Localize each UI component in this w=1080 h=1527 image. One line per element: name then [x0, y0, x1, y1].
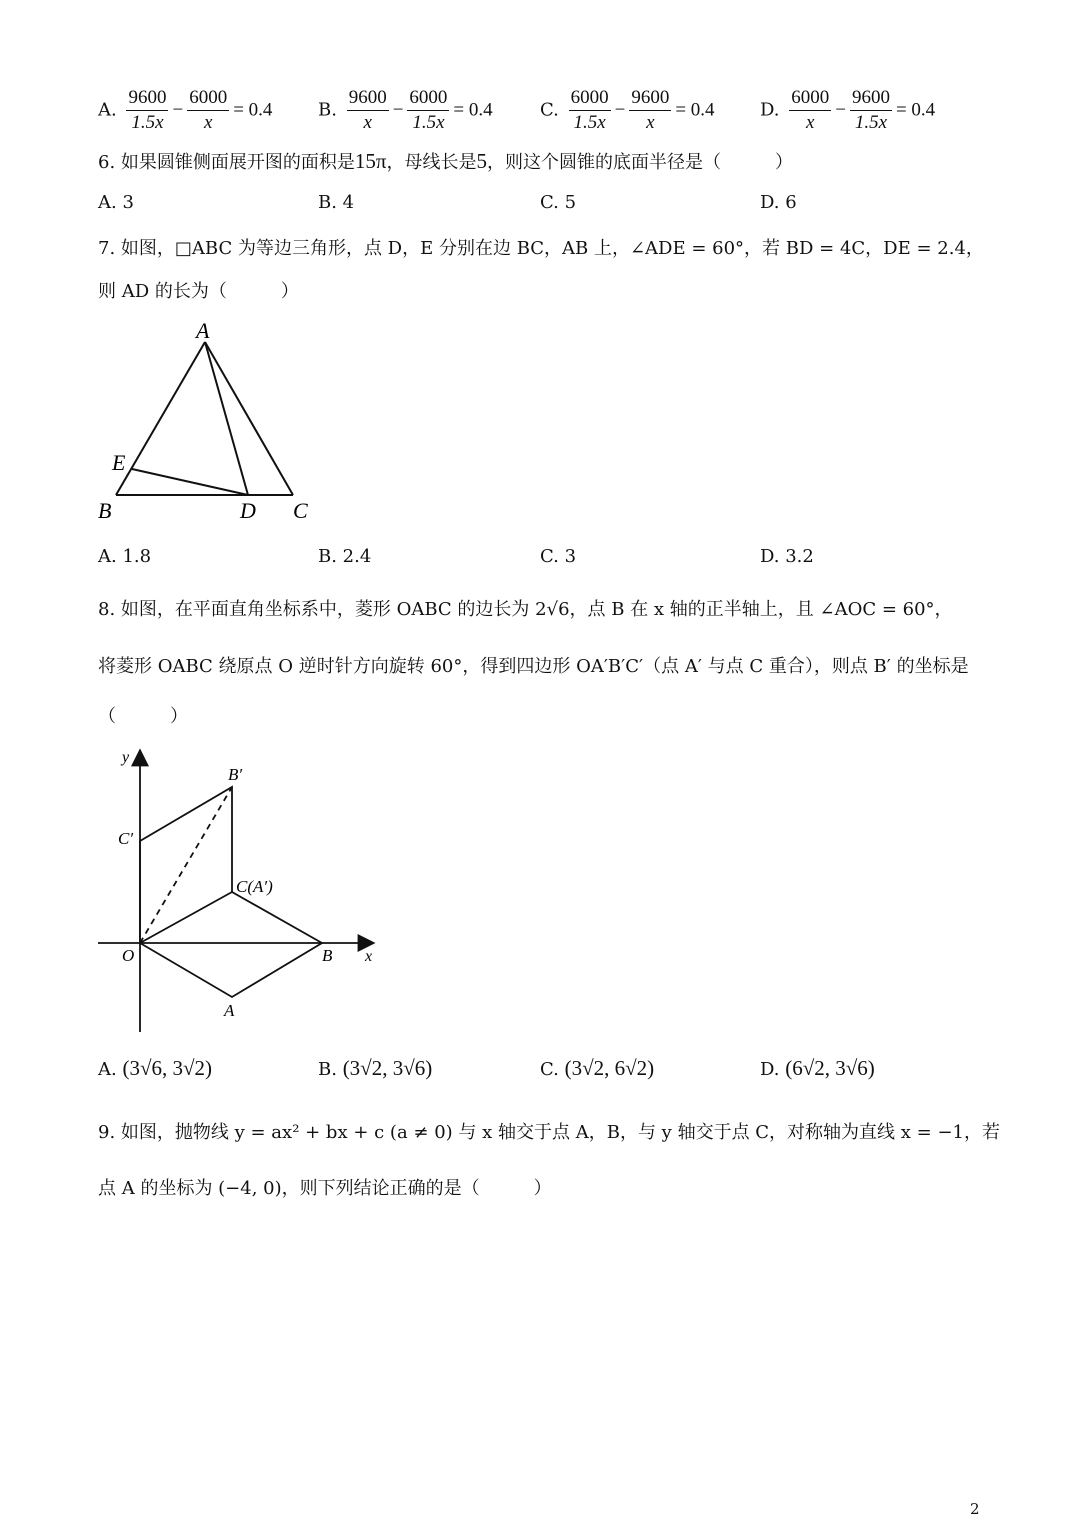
q9-stem-line2: 点 A 的坐标为 (−4, 0)，则下列结论正确的是（ ）	[98, 1178, 552, 1199]
page-number: 2	[970, 1500, 980, 1518]
edge-ab	[116, 342, 205, 495]
q8-option-a: A. (3√6, 3√2)	[98, 1056, 213, 1080]
q5-option-a: A. $\frac{9600}{1.5x}$ − $\frac{6000}{x}$ = 0.4	[98, 87, 273, 133]
fraction: $\frac{6000}{1.5x}$	[409, 87, 448, 133]
fraction: $\frac{9600}{1.5x}$	[128, 87, 167, 133]
rhombus-oabc	[140, 892, 322, 997]
q8-stem-line3: （ ）	[98, 706, 188, 727]
segment-de	[132, 469, 248, 495]
label-b: B	[322, 946, 333, 965]
q7-stem-line2: 则 AD 的长为（ ）	[98, 281, 299, 302]
edge-ac	[205, 342, 293, 495]
label-y: y	[122, 749, 130, 766]
q5-option-c: C. $\frac{6000}{1.5x}$ − $\frac{9600}{x}$ = 0.4	[540, 87, 715, 133]
label-c: C	[293, 498, 308, 523]
q6-option-d: D. 6	[760, 192, 797, 213]
option-label: D.	[760, 99, 780, 121]
label-b-prime: B′	[228, 765, 243, 784]
q5-option-b: B. $\frac{9600}{x}$ − $\frac{6000}{1.5x}$ = 0.4	[318, 87, 493, 133]
fraction: $\frac{9600}{x}$	[631, 87, 670, 133]
fraction: $\frac{6000}{x}$	[791, 87, 830, 133]
q6-stem: 6. 如果圆锥侧面展开图的面积是15π，母线长是5，则这个圆锥的底面半径是（ ）	[98, 149, 794, 173]
q6-option-c: C. 5	[540, 192, 577, 213]
option-label: C.	[540, 99, 559, 121]
label-e: E	[112, 450, 126, 475]
q7-triangle-figure	[90, 312, 330, 527]
q6-option-a: A. 3	[98, 192, 134, 213]
q6-option-b: B. 4	[318, 192, 355, 213]
option-label: A.	[98, 99, 117, 121]
q8-stem-line2: 将菱形 OABC 绕原点 O 逆时针方向旋转 60°，得到四边形 OA′B′C′（点 A′ 与点 C 重合），则点 B′ 的坐标是	[98, 656, 969, 677]
q8-option-d: D. (6√2, 3√6)	[760, 1056, 875, 1080]
option-label: B.	[318, 99, 337, 121]
q9-stem-line1: 9. 如图，抛物线 y = ax² + bx + c (a ≠ 0) 与 x 轴交于点 A，B，与 y 轴交于点 C，对称轴为直线 x = −1，若	[98, 1122, 1000, 1143]
label-o: O	[122, 946, 135, 965]
q7-stem-line1: 7. 如图，□ABC 为等边三角形，点 D，E 分别在边 BC，AB 上，∠ADE = 60°，若 BD = 4C，DE = 2.4，	[98, 238, 984, 259]
q5-option-d: D. $\frac{6000}{x}$ − $\frac{9600}{1.5x}$ = 0.4	[760, 87, 936, 133]
fraction: $\frac{9600}{x}$	[348, 87, 387, 133]
fraction: $\frac{9600}{1.5x}$	[851, 87, 890, 133]
label-c-prime: C′	[118, 829, 134, 848]
q8-option-b: B. (3√2, 3√6)	[318, 1056, 433, 1080]
q7-option-d: D. 3.2	[760, 546, 814, 567]
label-a: A	[196, 318, 210, 343]
label-c-a-prime: C(A′)	[236, 877, 273, 896]
label-d: D	[240, 498, 256, 523]
q7-option-b: B. 2.4	[318, 546, 372, 567]
label-b: B	[98, 498, 112, 523]
q7-option-c: C. 3	[540, 546, 577, 567]
label-a: A	[224, 1001, 235, 1020]
q8-stem-line1: 8. 如图，在平面直角坐标系中，菱形 OABC 的边长为 2√6，点 B 在 x 轴的正半轴上，且 ∠AOC = 60°，	[98, 599, 953, 620]
q8-rhombus-figure	[90, 740, 390, 1040]
q8-option-c: C. (3√2, 6√2)	[540, 1056, 655, 1080]
q7-option-a: A. 1.8	[98, 546, 152, 567]
label-x: x	[365, 948, 373, 965]
fraction: $\frac{6000}{x}$	[189, 87, 228, 133]
dashed-ob-prime	[140, 787, 232, 943]
segment-ad	[205, 342, 248, 495]
fraction: $\frac{6000}{1.5x}$	[570, 87, 609, 133]
